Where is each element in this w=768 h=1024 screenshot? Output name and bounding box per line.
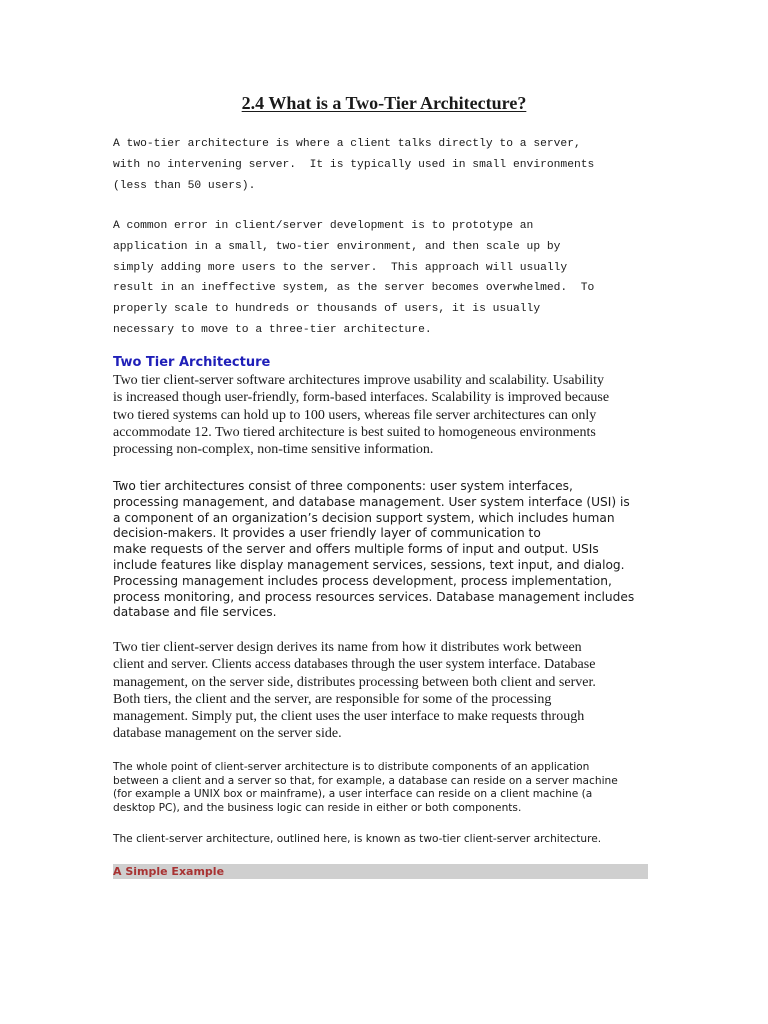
usability-paragraph: Two tier client-server software architectures improve usability and scalability. Usability is increased though user-friendly, form-based interfaces. Scalability is improved because two tiered systems can hold up to 100 users, whereas file server architectures can only accommodate 12. Two tiered architecture is best suited to homogeneous environments processing non-complex, non-time sensitive information. [113,373,610,458]
section-heading-two-tier: Two Tier Architecture [113,355,271,370]
page-title: 2.4 What is a Two-Tier Architecture? [241,93,527,113]
components-paragraph: Two tier architectures consist of three components: user system interfaces, processing management, and database management. User system interface (USI) is a component of an organization’s decision support system, which includes human decision-makers. It provides a user friendly layer of communication to make requests of the server and offers multiple forms of input and output. USIs include features like display management services, sessions, text input, and dialog. Processing management includes process development, process implementation, process monitoring, and process resources services. Database management includes database and file services. [113,479,635,620]
outline-paragraph: The client-server architecture, outlined here, is known as two-tier client-server architecture. [113,833,602,845]
intro-paragraph-1: A two-tier architecture is where a client talks directly to a server, with no intervening server. It is typically used in small environments (less than 50 users). [113,138,595,192]
intro-paragraph-2: A common error in client/server development is to prototype an application in a small, two-tier environment, and then scale up by simply adding more users to the server. This approach will usually result in an ineffective system, as the server becomes overwhelmed. To properly scale to hundreds or thousands of users, it is usually necessary to move to a three-tier architecture. [113,220,595,336]
example-heading-bar [113,864,648,879]
design-paragraph: Two tier client-server design derives its name from how it distributes work between client and server. Clients access databases through the user system interface. Database management, on the server side, distributes processing between both client and server. Both tiers, the client and the server, are responsible for some of the processing management. Simply put, the client uses the user interface to make requests through database management on the server side. [113,640,596,742]
whole-point-paragraph: The whole point of client-server architecture is to distribute components of an application between a client and a server so that, for example, a database can reside on a server machine (for example a UNIX box or mainframe), a user interface can reside on a client machine (a desktop PC), and the business logic can reside in either or both components. [113,761,618,814]
example-heading: A Simple Example [113,865,225,878]
